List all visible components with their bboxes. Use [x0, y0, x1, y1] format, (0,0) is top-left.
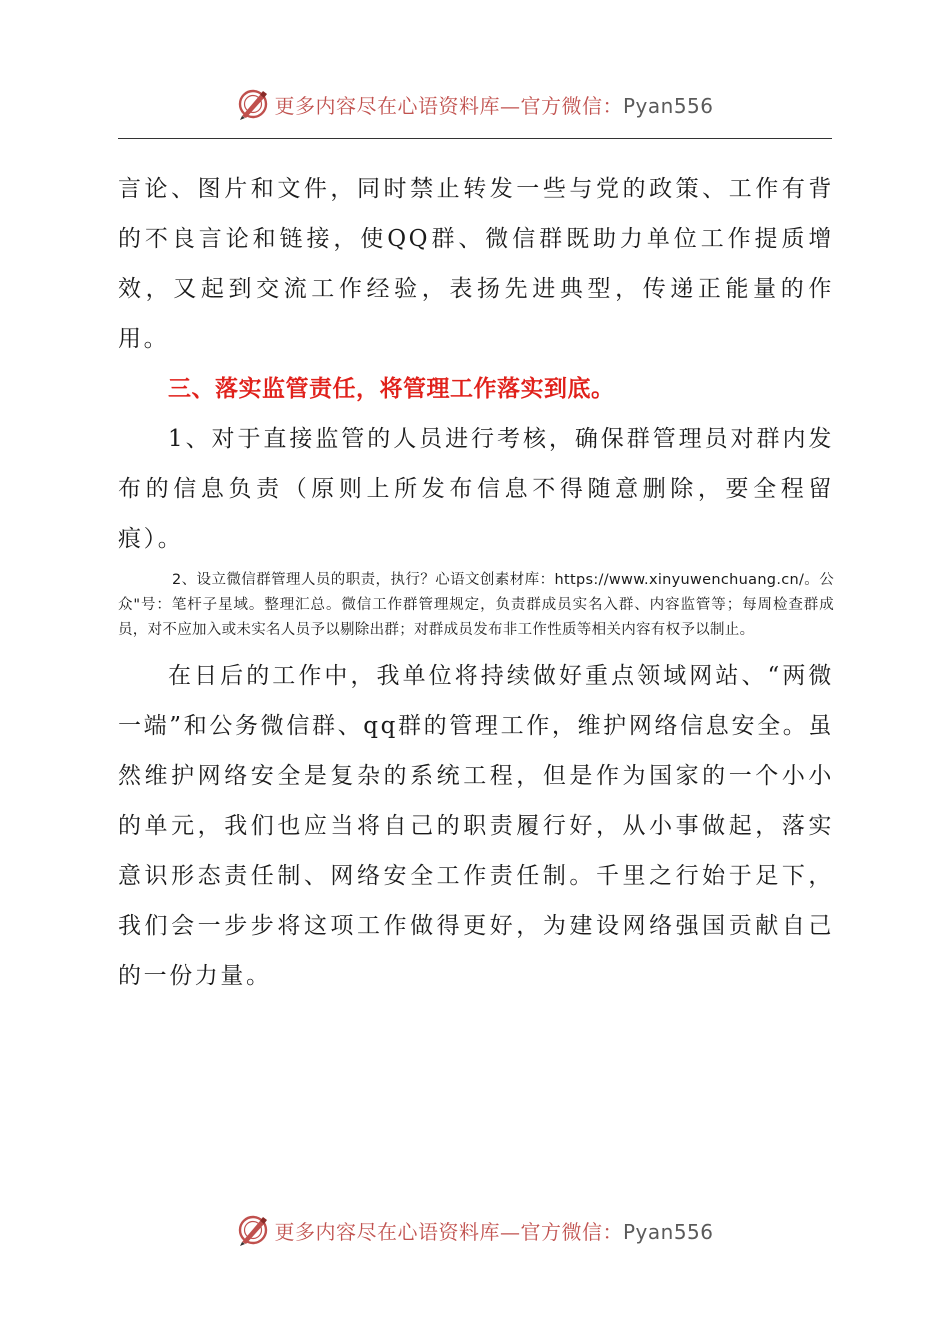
paragraph-item-2: 2、设立微信群管理人员的职责，执行？心语文创素材库：https://www.xinyuwenchuang.cn/。公众"号：笔杆子星域。整理汇总。微信工作群管理规定，负责群成员实名入群、内容监管等；每周检查群成员，对不应加入或未实名人员予以剔除出群；对群成员发布非工作性质等相关内容有权予以制止。 [118, 572, 834, 638]
header-banner-text: 更多内容尽在心语资料库—官方微信：Pyan556 [274, 93, 714, 118]
section-heading-3: 三、落实监管责任，将管理工作落实到底。 [168, 376, 615, 402]
pen-circle-icon [236, 1213, 270, 1247]
paragraph-1: 言论、图片和文件，同时禁止转发一些与党的政策、工作有背的不良言论和链接，使QQ群、微信群既助力单位工作提质增效，又起到交流工作经验，表扬先进典型，传递正能量的作用。 [118, 176, 834, 352]
pen-circle-icon [236, 87, 270, 121]
footer-banner [0, 1210, 950, 1250]
header-divider [118, 138, 832, 139]
document-body [118, 164, 834, 1001]
paragraph-conclusion: 在日后的工作中，我单位将持续做好重点领域网站、“两微一端”和公务微信群、qq群的管理工作，维护网络信息安全。虽然维护网络安全是复杂的系统工程，但是作为国家的一个小小的单元，我们也应当将自己的职责履行好，从小事做起，落实意识形态责任制、网络安全工作责任制。千里之行始于足下，我们会一步步将这项工作做得更好，为建设网络强国贡献自己的一份力量。 [118, 663, 834, 989]
header-banner [0, 84, 950, 124]
footer-banner-text: 更多内容尽在心语资料库—官方微信：Pyan556 [274, 1219, 714, 1244]
paragraph-item-1: 1、对于直接监管的人员进行考核，确保群管理员对群内发布的信息负责（原则上所发布信息不得随意删除，要全程留痕）。 [118, 426, 834, 552]
